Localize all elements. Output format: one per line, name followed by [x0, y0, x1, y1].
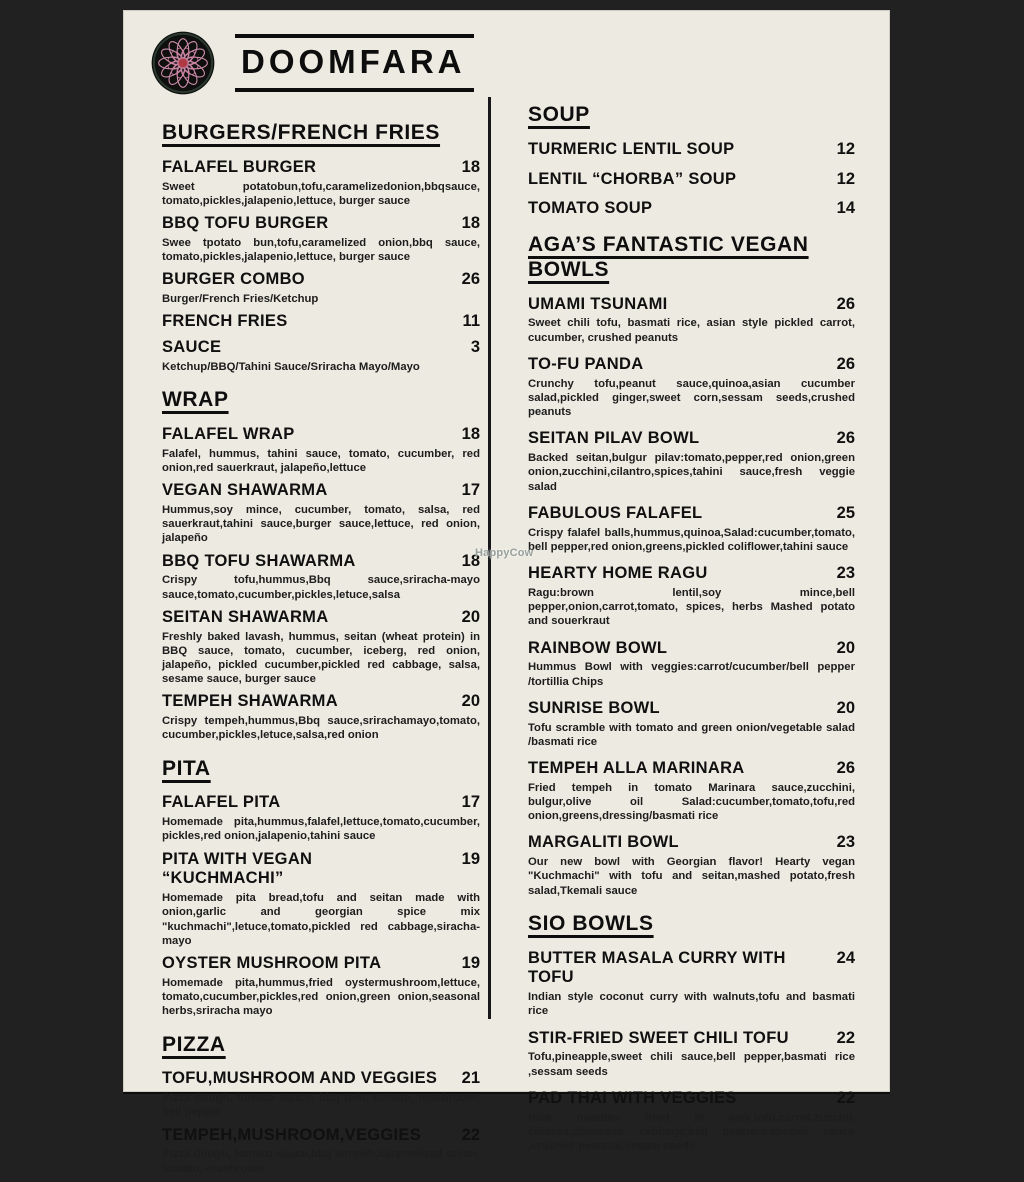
menu-item — [162, 338, 480, 374]
menu-item — [528, 1089, 855, 1153]
menu-page — [123, 10, 890, 1175]
item-name: PITA WITH VEGAN “KUCHMACHI” — [162, 849, 313, 888]
item-price: 18 — [461, 551, 480, 570]
menu-item — [162, 214, 480, 264]
menu-item — [162, 608, 480, 687]
item-price: 18 — [461, 424, 480, 443]
item-name: TEMPEH ALLA MARINARA — [528, 758, 745, 777]
item-row — [162, 425, 480, 445]
item-row — [162, 270, 480, 290]
menu-item — [528, 699, 855, 749]
item-description: Falafel, hummus, tahini sauce, tomato, cucumber, red onion,red sauerkraut, jalapeño,lettuce — [162, 447, 480, 474]
item-description: Pizza dough, tomato sauce, bbq tofu, tomato, mushroom, bell pepper — [162, 1092, 480, 1119]
menu-item — [528, 1029, 855, 1079]
item-row — [528, 759, 855, 779]
item-row — [162, 793, 480, 813]
item-row — [528, 140, 855, 160]
item-price: 18 — [461, 157, 480, 176]
menu-item — [528, 949, 855, 1019]
section-title: PIZZA — [162, 1032, 226, 1056]
menu-section — [162, 757, 480, 1019]
section-items — [162, 158, 480, 374]
item-price: 26 — [836, 429, 855, 448]
item-description: Pizza dough, tomato sauce,bbq tempeh,caramelized onion, tomato, mushroom — [162, 1148, 480, 1175]
menu-item — [528, 140, 855, 160]
item-price: 20 — [836, 698, 855, 717]
item-name: SAUCE — [162, 338, 222, 357]
item-description: Sweet potatobun,tofu,caramelizedonion,bbqsauce, tomato,pickles,jalapenio,lettuce, burger sauce — [162, 180, 480, 207]
item-row — [528, 170, 855, 190]
item-description: Indian style coconut curry with walnuts,tofu and basmati rice — [528, 991, 855, 1018]
item-price: 3 — [470, 338, 480, 357]
menu-section — [162, 388, 480, 743]
item-description: Ragu:brown lentil,soy mince,bell pepper,onion,carrot,tomato, spices, herbs Mashed potato and souerkraut — [528, 586, 855, 628]
section-items — [162, 793, 480, 1018]
item-row — [162, 1069, 480, 1089]
item-price: 19 — [461, 849, 480, 868]
item-row — [528, 429, 855, 449]
item-price: 24 — [836, 948, 855, 967]
menu-item — [162, 270, 480, 306]
item-description: Crispy tempeh,hummus,Bbq sauce,srirachamayo,tomato, cucumber,pickles,letuce,salsa,red onion — [162, 715, 480, 742]
item-row — [528, 1089, 855, 1109]
item-name: TO-FU PANDA — [528, 354, 644, 373]
section-title: AGA’S FANTASTIC VEGAN BOWLS — [528, 233, 809, 281]
menu-item — [162, 954, 480, 1018]
item-description: Burger/French Fries/Ketchup — [162, 293, 319, 306]
item-description: Homemade pita,hummus,falafel,lettuce,tomato,cucumber, pickles,red onion,jalapenio,tahini sauce — [162, 816, 480, 843]
item-name: TOFU,MUSHROOM AND VEGGIES — [162, 1069, 438, 1088]
mandala-logo-icon — [151, 31, 215, 95]
item-price: 20 — [461, 607, 480, 626]
section-items — [162, 425, 480, 743]
menu-item — [528, 833, 855, 897]
item-description: Sweet chili tofu, basmati rice, asian style pickled carrot, cucumber, crushed peanuts — [528, 317, 855, 344]
item-name: HEARTY HOME RAGU — [528, 564, 708, 583]
item-name: TEMPEH SHAWARMA — [162, 692, 338, 711]
menu-item — [162, 158, 480, 208]
item-price: 22 — [461, 1125, 480, 1144]
menu-item — [528, 355, 855, 419]
item-price: 25 — [836, 503, 855, 522]
menu-column-left — [162, 99, 480, 1182]
item-description: Ketchup/BBQ/Tahini Sauce/Sriracha Mayo/Mayo — [162, 360, 420, 373]
item-description: Homemade pita,hummus,fried oystermushroom,lettuce, tomato,cucumber,pickles,red onion,green onion,seasonal herbs,sriracha mayo — [162, 976, 480, 1018]
item-description: Hummus Bowl with veggies:carrot/cucumber/bell pepper /tortillia Chips — [528, 661, 855, 688]
menu-section — [528, 103, 855, 219]
menu-item — [162, 692, 480, 742]
section-title: PITA — [162, 756, 211, 780]
item-price: 17 — [461, 793, 480, 812]
menu-item — [162, 1126, 480, 1176]
menu-item — [528, 759, 855, 823]
item-name: PAD THAI WITH VEGGIES — [528, 1088, 737, 1107]
item-row — [162, 214, 480, 234]
section-title: WRAP — [162, 388, 229, 412]
item-description: Crispy falafel balls,hummus,quinoa,Salad:cucumber,tomato, bell pepper,red onion,greens,pickled coliflower,tahini sauce — [528, 526, 855, 553]
item-description: Crunchy tofu,peanut sauce,quinoa,asian cucumber salad,pickled ginger,sweet corn,sessam seeds,crushed peanuts — [528, 377, 855, 419]
column-divider — [488, 97, 491, 1019]
item-price: 20 — [836, 638, 855, 657]
item-price: 20 — [461, 692, 480, 711]
item-price: 14 — [836, 199, 855, 218]
menu-section — [162, 1033, 480, 1176]
item-price: 18 — [461, 214, 480, 232]
item-row — [528, 199, 855, 219]
item-price: 26 — [836, 354, 855, 373]
item-price: 26 — [836, 758, 855, 777]
menu-item — [162, 552, 480, 602]
item-description: Our new bowl with Georgian flavor! Hearty vegan "Kuchmachi" with tofu and seitan,mashed potato,fresh salad,Tkemali sauce — [528, 856, 855, 897]
item-row — [528, 295, 855, 315]
item-name: FALAFEL PITA — [162, 793, 281, 812]
item-price: 22 — [836, 1028, 855, 1047]
item-name: MARGALITI BOWL — [528, 833, 679, 852]
item-description: Homemade pita bread,tofu and seitan made with onion,garlic and georgian spice mix "kuchmachi",letuce,tomato,pickled red cabbage,siracha-mayo — [162, 892, 480, 947]
item-price: 26 — [836, 294, 855, 313]
item-name: STIR-FRIED SWEET CHILI TOFU — [528, 1028, 789, 1047]
item-row — [528, 564, 855, 584]
menu-item — [162, 1069, 480, 1119]
item-name: LENTIL “CHORBA” SOUP — [528, 169, 737, 188]
item-price: 22 — [836, 1088, 855, 1107]
section-items — [528, 949, 855, 1154]
item-name: SUNRISE BOWL — [528, 698, 660, 717]
menu-item — [528, 170, 855, 190]
item-row — [162, 608, 480, 628]
menu-item — [528, 199, 855, 219]
menu-column-right — [528, 99, 855, 1163]
item-row — [528, 949, 855, 989]
item-row — [162, 158, 480, 178]
item-name: UMAMI TSUNAMI — [528, 294, 668, 313]
item-description: Fried tempeh in tomato Marinara sauce,zucchini, bulgur,olive oil Salad:cucumber,tomato,tofu,red onion,greens,dressing/basmati rice — [528, 781, 855, 823]
item-name: FALAFEL WRAP — [162, 424, 295, 443]
item-price: 19 — [461, 954, 480, 973]
menu-section — [528, 912, 855, 1153]
item-name: FABULOUS FALAFEL — [528, 503, 703, 522]
item-name: RAINBOW BOWL — [528, 638, 668, 657]
item-name: TOMATO SOUP — [528, 199, 653, 218]
item-row — [162, 850, 480, 890]
item-description: Backed seitan,bulgur pilav:tomato,pepper,red onion,green onion,zucchini,cilantro,spices,tahini sauce,fresh veggie salad — [528, 452, 855, 493]
item-price: 26 — [461, 270, 480, 289]
menu-item — [528, 429, 855, 493]
item-row — [162, 552, 480, 572]
item-name: BUTTER MASALA CURRY WITH TOFU — [528, 948, 786, 987]
section-title: BURGERS/FRENCH FRIES — [162, 121, 441, 144]
item-description: Tofu,pineapple,sweet chili sauce,bell pepper,basmati rice ,sessam seeds — [528, 1051, 855, 1078]
item-name: FALAFEL BURGER — [162, 157, 317, 176]
section-items — [528, 140, 855, 219]
menu-item — [528, 504, 855, 554]
section-items — [162, 1069, 480, 1175]
item-row — [162, 954, 480, 974]
item-description: Crispy tofu,hummus,Bbq sauce,sriracha-mayo sauce,tomato,cucumber,pickles,letuce,salsa — [162, 574, 480, 601]
item-name: BURGER COMBO — [162, 270, 305, 289]
item-price: 11 — [462, 312, 480, 331]
menu-section — [528, 233, 855, 898]
item-row — [528, 504, 855, 524]
item-row — [162, 692, 480, 712]
item-description: Hummus,soy mince, cucumber, tomato, salsa, red sauerkraut,tahini sauce,burger sauce,lettuce, red onion, jalapeño — [162, 503, 480, 545]
item-name: TEMPEH,MUSHROOM,VEGGIES — [162, 1125, 422, 1144]
item-name: VEGAN SHAWARMA — [162, 481, 328, 500]
item-name: BBQ TOFU SHAWARMA — [162, 551, 356, 570]
menu-item — [528, 564, 855, 628]
menu-item — [162, 481, 480, 545]
brand-title: DOOMFARA — [235, 34, 474, 93]
item-price: 23 — [836, 564, 855, 583]
happycow-watermark: HappyCow — [475, 547, 534, 559]
section-title: SIO BOWLS — [528, 911, 654, 935]
item-price: 12 — [836, 169, 855, 188]
item-price: 12 — [836, 139, 855, 158]
item-name: OYSTER MUSHROOM PITA — [162, 954, 382, 973]
item-row — [528, 355, 855, 375]
item-row — [162, 481, 480, 501]
item-name: FRENCH FRIES — [162, 312, 288, 331]
item-row — [162, 1126, 480, 1146]
item-price: 21 — [461, 1069, 480, 1088]
item-description: Rice noodles fried in wok,tofu,carrot,zuccini, chieves,cheneese cabbage,bell peppers,special sauce ,crushed peanuts,sesam seeds — [528, 1111, 855, 1153]
menu-columns — [124, 95, 889, 1182]
item-row — [162, 338, 480, 358]
item-name: SEITAN PILAV BOWL — [528, 429, 700, 448]
brand-header — [124, 11, 889, 95]
section-title: SOUP — [528, 103, 590, 126]
menu-item — [528, 639, 855, 689]
item-row — [528, 639, 855, 659]
menu-item — [528, 295, 855, 345]
item-name: SEITAN SHAWARMA — [162, 607, 329, 626]
item-description: Freshly baked lavash, hummus, seitan (wheat protein) in BBQ sauce, tomato, cucumber, iceberg, red onion, jalapeño, pickled cucumber,pickled red cabbage, salsa, sesame sauce, burger sauce — [162, 630, 480, 686]
menu-item — [162, 425, 480, 475]
item-row — [528, 1029, 855, 1049]
menu-item — [162, 312, 480, 332]
section-items — [528, 295, 855, 898]
menu-item — [162, 850, 480, 948]
item-row — [162, 312, 480, 332]
menu-section — [162, 121, 480, 374]
item-description: Tofu scramble with tomato and green onion/vegetable salad /basmati rice — [528, 721, 855, 748]
menu-item — [162, 793, 480, 843]
item-price: 17 — [461, 481, 480, 500]
item-name: BBQ TOFU BURGER — [162, 214, 329, 232]
item-row — [528, 699, 855, 719]
item-description: Swee tpotato bun,tofu,caramelized onion,bbq sauce, tomato,pickles,jalapenio,lettuce, burger sauce — [162, 236, 480, 264]
item-price: 23 — [836, 833, 855, 852]
item-row — [528, 833, 855, 853]
item-name: TURMERIC LENTIL SOUP — [528, 139, 735, 158]
